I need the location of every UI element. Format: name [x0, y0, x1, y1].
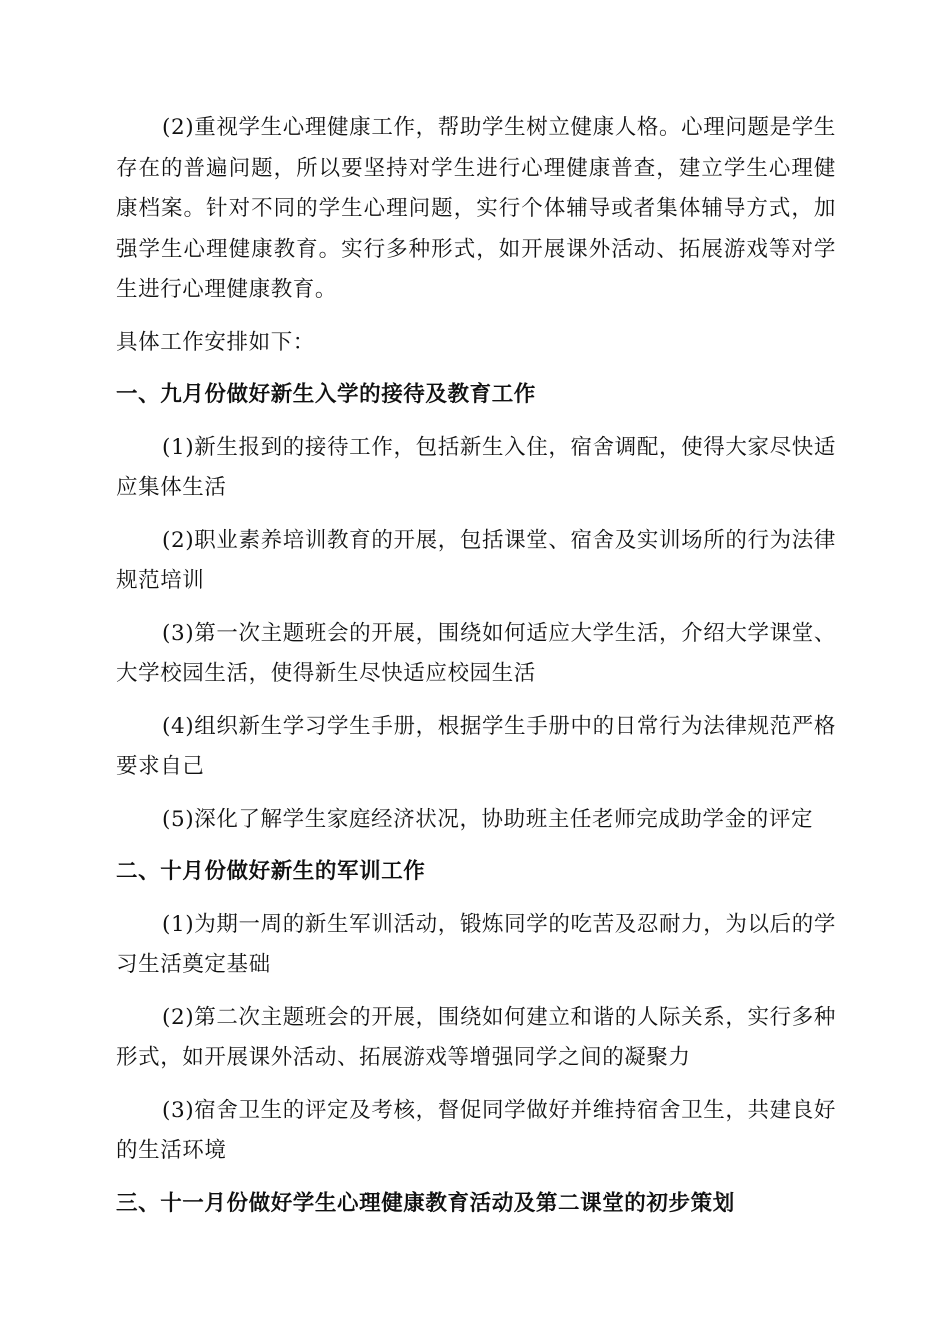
document-page [116, 108, 836, 1224]
section-heading-november: 三、十一月份做好学生心理健康教育活动及第二课堂的初步策划 [116, 1190, 735, 1216]
paragraph-item: (2)职业素养培训教育的开展，包括课堂、宿舍及实训场所的行为法律规范培训 [116, 527, 836, 593]
paragraph-item: (1)新生报到的接待工作，包括新生入住，宿舍调配，使得大家尽快适应集体生活 [116, 434, 836, 500]
paragraph-item: (1)为期一周的新生军训活动，锻炼同学的吃苦及忍耐力，为以后的学习生活奠定基础 [116, 911, 836, 977]
paragraph-intro: 具体工作安排如下： [116, 329, 315, 355]
section-heading-september: 一、九月份做好新生入学的接待及教育工作 [116, 382, 536, 407]
paragraph-item: (2)重视学生心理健康工作，帮助学生树立健康人格。心理问题是学生存在的普遍问题，所以要坚持对学生进行心理健康普查，建立学生心理健康档案。针对不同的学生心理问题，实行个体辅导或者集体辅导方式，加强学生心理健康教育。实行多种形式，如开展课外活动、拓展游戏等对学生进行心理健康教育。 [116, 115, 836, 302]
paragraph-item: (4)组织新生学习学生手册，根据学生手册中的日常行为法律规范严格要求自己 [116, 713, 836, 779]
paragraph-item: (3)宿舍卫生的评定及考核，督促同学做好并维持宿舍卫生，共建良好的生活环境 [116, 1097, 836, 1163]
paragraph-item: (2)第二次主题班会的开展，围绕如何建立和谐的人际关系，实行多种形式，如开展课外活动、拓展游戏等增强同学之间的凝聚力 [116, 1004, 836, 1070]
paragraph-item: (5)深化了解学生家庭经济状况，协助班主任老师完成助学金的评定 [162, 806, 814, 832]
paragraph-item: (3)第一次主题班会的开展，围绕如何适应大学生活，介绍大学课堂、大学校园生活，使得新生尽快适应校园生活 [116, 620, 836, 686]
section-heading-october: 二、十月份做好新生的军训工作 [116, 859, 426, 884]
